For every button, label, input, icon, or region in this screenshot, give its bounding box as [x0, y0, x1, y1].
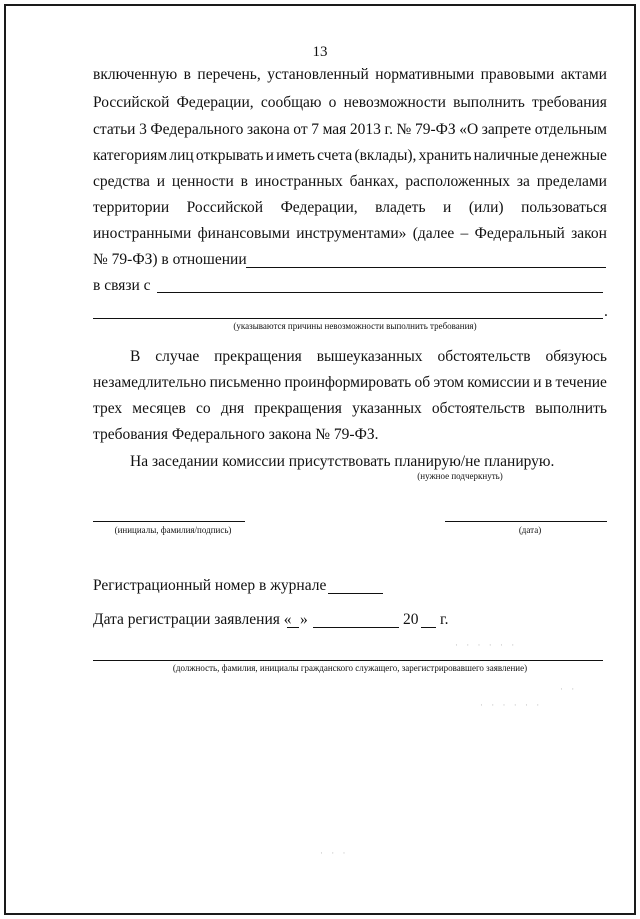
word: денежные	[540, 147, 607, 164]
word: В	[130, 348, 141, 365]
word: расположенных	[405, 173, 510, 190]
word: проинформировать	[284, 374, 412, 391]
word: закон	[571, 225, 607, 242]
word: 79-ФЗ	[414, 121, 456, 138]
word: обязуюсь	[545, 348, 607, 365]
word: владеть	[375, 199, 426, 216]
word: запрете	[481, 121, 532, 138]
word: невозможности	[343, 94, 446, 111]
word: Российской	[186, 199, 264, 216]
registration-year-suffix: г.	[440, 611, 449, 628]
word: пользоваться	[521, 199, 607, 216]
word: наличные	[473, 147, 539, 164]
due-to-field[interactable]	[157, 292, 603, 293]
word: выполнить	[535, 400, 607, 417]
word: открывать	[195, 147, 264, 164]
word: (или)	[468, 199, 504, 216]
word: 2013	[349, 121, 381, 138]
word: указанных	[352, 400, 422, 417]
word: средства	[93, 173, 150, 190]
paragraph1-line-3	[93, 121, 607, 139]
reasons-caption: (указываются причины невозможности выполнить требования)	[233, 321, 477, 331]
word: письменно	[209, 374, 282, 391]
word: обстоятельств	[431, 400, 526, 417]
word: финансовыми	[197, 225, 290, 242]
word: Федерального	[150, 121, 244, 138]
paragraph1-line-4	[93, 147, 607, 165]
paragraph1-line-6	[93, 199, 607, 217]
word: г.	[384, 121, 393, 138]
signature-field[interactable]	[93, 521, 245, 522]
word: сообщаю	[260, 94, 322, 111]
word: №	[396, 121, 412, 138]
word: (далее	[412, 225, 455, 242]
word: в	[183, 66, 191, 83]
word: незамедлительно	[93, 374, 207, 391]
word: (вклады),	[354, 147, 417, 164]
paragraph1-line-7	[93, 225, 607, 243]
attendance-text: На заседании комиссии присутствовать планирую/не планирую.	[130, 453, 555, 470]
word: со	[196, 400, 211, 417]
word: установленный	[267, 66, 369, 83]
word: ценности	[171, 173, 234, 190]
word: иметь	[276, 147, 315, 164]
word: иностранных	[254, 173, 343, 190]
word: Федерации,	[280, 199, 358, 216]
officer-caption: (должность, фамилия, инициалы гражданского служащего, зарегистрировавшего заявление)	[172, 663, 528, 673]
word: Федеральный	[474, 225, 565, 242]
word: пределами	[536, 173, 607, 190]
paragraph2-line-3	[93, 400, 607, 418]
attendance-caption: (нужное подчеркнуть)	[417, 471, 503, 481]
word: и	[265, 147, 274, 164]
paragraph1-line-1	[93, 66, 607, 84]
registration-number-field[interactable]	[328, 593, 383, 594]
date-caption: (дата)	[518, 525, 542, 535]
word: –	[460, 225, 469, 242]
date-field[interactable]	[445, 521, 607, 522]
word: хранить	[418, 147, 472, 164]
due-to-label: в связи с	[93, 277, 151, 294]
registration-year-prefix: 20	[403, 611, 419, 628]
word: месяцев	[132, 400, 186, 417]
word: в	[240, 173, 248, 190]
scan-specks: · ·	[560, 684, 578, 694]
scan-specks: · · · · · ·	[455, 640, 518, 650]
word: закона	[247, 121, 290, 138]
word: территории	[93, 199, 170, 216]
regarding-field[interactable]	[246, 267, 606, 268]
word: обстоятельств	[437, 348, 531, 365]
word: требования	[531, 94, 607, 111]
word: лиц	[169, 147, 194, 164]
signature-caption: (инициалы, фамилия/подпись)	[114, 525, 232, 535]
paragraph2-line-4: требования Федерального закона № 79-ФЗ.	[93, 426, 379, 443]
paragraph1-line-5	[93, 173, 607, 191]
word: выполнить	[453, 94, 525, 111]
word: перечень,	[197, 66, 261, 83]
word: прекращения	[214, 348, 302, 365]
word: этом	[433, 374, 464, 391]
word: вышеуказанных	[316, 348, 423, 365]
scan-specks: · · ·	[320, 848, 349, 858]
registration-number-label: Регистрационный номер в журнале	[93, 577, 327, 594]
scan-specks: · · · · · ·	[480, 700, 543, 710]
word: 7	[311, 121, 319, 138]
word: нормативными	[375, 66, 475, 83]
word: 3	[139, 121, 147, 138]
word: дня	[220, 400, 245, 417]
word: о	[328, 94, 337, 111]
registration-date-label: Дата регистрации заявления «	[93, 611, 292, 628]
word: и	[533, 374, 542, 391]
word: категориям	[93, 147, 168, 164]
word: включенную	[93, 66, 178, 83]
reasons-field[interactable]	[93, 318, 603, 319]
registration-year-field[interactable]	[421, 627, 436, 628]
word: в	[544, 374, 553, 391]
word: счета	[317, 147, 353, 164]
word: и	[443, 199, 452, 216]
word: прекращения	[254, 400, 342, 417]
word: случае	[155, 348, 200, 365]
word: течение	[555, 374, 607, 391]
regarding-label: № 79-ФЗ) в отношении	[93, 251, 247, 268]
registration-day-field[interactable]	[287, 627, 299, 628]
word: статьи	[93, 121, 136, 138]
word: трех	[93, 400, 123, 417]
paragraph2-line-2	[93, 374, 607, 392]
trailing-dot: .	[604, 303, 608, 320]
word: правовыми	[480, 66, 555, 83]
word: от	[293, 121, 308, 138]
word: и	[156, 173, 166, 190]
word: «О	[459, 121, 479, 138]
word: инструментами»	[296, 225, 407, 242]
word: комиссии	[467, 374, 530, 391]
paragraph1-line-2	[93, 94, 607, 112]
word: за	[516, 173, 530, 190]
word: мая	[322, 121, 347, 138]
paragraph2-line-1	[130, 348, 607, 366]
officer-field[interactable]	[93, 660, 603, 661]
word: об	[414, 374, 431, 391]
word: Российской	[93, 94, 170, 111]
word: банках,	[349, 173, 399, 190]
page-number: 13	[312, 44, 328, 60]
registration-date-quote: »	[300, 611, 308, 628]
registration-month-field[interactable]	[313, 627, 399, 628]
word: отдельным	[534, 121, 607, 138]
word: Федерации,	[176, 94, 254, 111]
word: иностранными	[93, 225, 192, 242]
word: актами	[560, 66, 607, 83]
